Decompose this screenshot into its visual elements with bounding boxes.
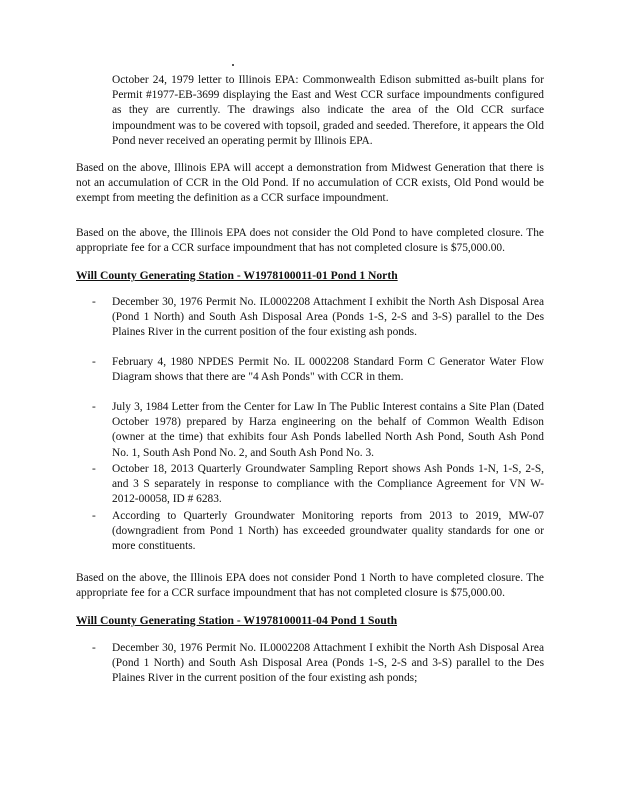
list-item: December 30, 1976 Permit No. IL0002208 Attachment I exhibit the North Ash Disposal Area (Pond 1 North) and South Ash Disposal Area (Ponds 1-S, 2-S and 3-S) parallel to the Des Plaines River in the current position of the four existing ash ponds; (112, 642, 544, 685)
list-item: February 4, 1980 NPDES Permit No. IL 0002208 Standard Form C Generator Water Flow Diagram shows that there are "4 Ash Ponds" with CCR in them. (112, 356, 544, 384)
section-conclusion-pond-1-north: Based on the above, the Illinois EPA does not consider Pond 1 North to have completed closure. The appropriate fee for a CCR surface impoundment that has not completed closure is $75,000.00. (76, 572, 544, 600)
list-item: According to Quarterly Groundwater Monitoring reports from 2013 to 2019, MW-07 (downgradient from Pond 1 North) has exceeded groundwater quality standards for one or more constituents. (112, 510, 544, 553)
intro-paragraph-1: October 24, 1979 letter to Illinois EPA: Commonwealth Edison submitted as-built plans for Permit #1977-EB-3699 displaying the East and West CCR surface impoundments configured as they are currently. The drawings also indicate the area of the Old CCR surface impoundment was to be covered with topsoil, graded and seeded. Therefore, it appears the Old Pond never received an operating permit by Illinois EPA. (112, 74, 544, 147)
intro-paragraph-2: Based on the above, Illinois EPA will accept a demonstration from Midwest Generation that there is not an accumulation of CCR in the Old Pond. If no accumulation of CCR exists, Old Pond would be exempt from meeting the definition as a CCR surface impoundment. (76, 162, 544, 205)
section-heading-pond-1-north: Will County Generating Station - W1978100011-01 Pond 1 North (76, 269, 398, 282)
list-dash: - (92, 463, 96, 475)
list-dash: - (92, 356, 96, 368)
section-heading-pond-1-south: Will County Generating Station - W1978100011-04 Pond 1 South (76, 614, 398, 627)
list-item: December 30, 1976 Permit No. IL0002208 Attachment I exhibit the North Ash Disposal Area (Pond 1 North) and South Ash Disposal Area (Ponds 1-S, 2-S and 3-S) parallel to the Des Plaines River in the current position of the four existing ash ponds. (112, 296, 544, 339)
list-item: July 3, 1984 Letter from the Center for Law In The Public Interest contains a Site Plan (Dated October 1978) prepared by Harza engineering on the behalf of Common Wealth Edison (owner at the time) that exhibits four Ash Ponds labelled North Ash Pond, South Ash Pond No. 1, South Ash Pond No. 2, and South Ash Pond No. 3. (112, 401, 544, 459)
list-item: October 18, 2013 Quarterly Groundwater Sampling Report shows Ash Ponds 1-N, 1-S, 2-S, and 3 S separately in response to compliance with the Compliance Agreement for VN W-2012-00058, ID # 6283. (112, 463, 544, 506)
list-dash: - (92, 296, 96, 308)
list-dash: - (92, 510, 96, 522)
intro-paragraph-3: Based on the above, the Illinois EPA does not consider the Old Pond to have completed closure. The appropriate fee for a CCR surface impoundment that has not completed closure is $75,000.00. (76, 227, 544, 255)
list-dash: - (92, 642, 96, 654)
list-dash: - (92, 401, 96, 413)
scan-speck (232, 64, 234, 66)
